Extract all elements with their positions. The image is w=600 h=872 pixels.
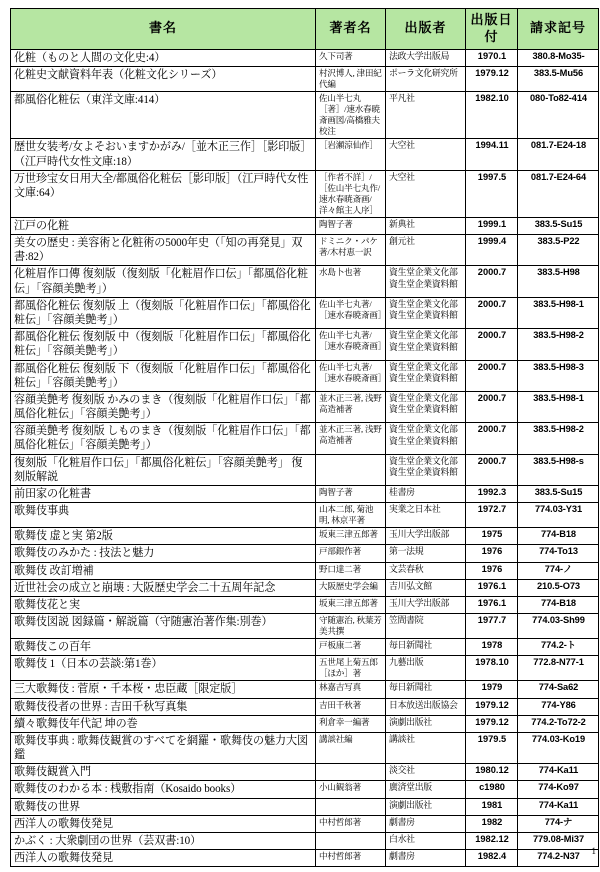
table-row — [11, 833, 599, 850]
author-cell: 吉田千秋著 — [316, 698, 386, 715]
publication-date-cell: 1992.3 — [466, 486, 518, 503]
publisher-cell: 新典社 — [386, 217, 466, 234]
publisher-cell: 講談社 — [386, 732, 466, 763]
publication-date-cell: 1979.12 — [466, 715, 518, 732]
book-title-cell: 歌舞伎 改訂増補 — [11, 562, 316, 579]
call-number-cell: 383.5-Su15 — [518, 486, 599, 503]
author-cell — [316, 798, 386, 815]
book-title-cell: 都風俗化粧伝 復刻版 中（復刻版「化粧眉作口伝」「都風俗化粧伝」「容顔美艶考」） — [11, 329, 316, 360]
publication-date-cell: 1976 — [466, 545, 518, 562]
publication-date-cell: 1979.12 — [466, 698, 518, 715]
publisher-cell: 資生堂企業文化部資生堂企業資料館 — [386, 423, 466, 454]
publisher-cell: 吉川弘文館 — [386, 579, 466, 596]
publication-date-cell: 2000.7 — [466, 454, 518, 485]
book-title-cell: 歴世女装考/女よそおいますかがみ/［並木正三作］［影印版］（江戸時代女性文庫:18） — [11, 139, 316, 170]
author-cell: 利倉幸一編著 — [316, 715, 386, 732]
publisher-cell: ポーラ文化研究所 — [386, 67, 466, 92]
page-number: 1 — [591, 846, 596, 856]
table-row — [11, 715, 599, 732]
publication-date-cell: 2000.7 — [466, 329, 518, 360]
book-title-cell: 近世社会の成立と崩壊 : 大阪歴史学会二十五周年記念 — [11, 579, 316, 596]
bibliography-table — [10, 8, 599, 867]
publication-date-cell: 1981 — [466, 798, 518, 815]
author-cell: 野口達二著 — [316, 562, 386, 579]
table-row — [11, 423, 599, 454]
book-title-cell: 容顔美艶考 復刻版 しものまき（復刻版「化粧眉作口伝」「都風俗化粧伝」「容顔美艶考」） — [11, 423, 316, 454]
column-header-date: 出版日付 — [466, 9, 518, 50]
author-cell: 山本二郎, 菊池明, 林京平著 — [316, 503, 386, 528]
publisher-cell: 日本放送出版協会 — [386, 698, 466, 715]
call-number-cell: 774-B18 — [518, 528, 599, 545]
book-title-cell: 化粧史文献資料年表（化粧文化シリーズ） — [11, 67, 316, 92]
call-number-cell: 774.2-N37 — [518, 850, 599, 867]
table-row — [11, 454, 599, 485]
author-cell: 大阪歴史学会編 — [316, 579, 386, 596]
call-number-cell: 774.03-Sh99 — [518, 614, 599, 639]
call-number-cell: 774-ナ — [518, 815, 599, 832]
publication-date-cell: 1982 — [466, 815, 518, 832]
publisher-cell: 資生堂企業文化部資生堂企業資料館 — [386, 297, 466, 328]
call-number-cell: 383.5-H98-2 — [518, 329, 599, 360]
publication-date-cell: 1976.1 — [466, 596, 518, 613]
author-cell: 小山観翁著 — [316, 781, 386, 798]
book-title-cell: 歌舞伎 1（日本の芸談:第1巻） — [11, 656, 316, 681]
book-title-cell: 化粧眉作口傳 復刻版（復刻版「化粧眉作口伝」「都風俗化粧伝」「容顔美艶考」） — [11, 266, 316, 297]
publication-date-cell: 2000.7 — [466, 297, 518, 328]
book-title-cell: 歌舞伎 虚と実 第2版 — [11, 528, 316, 545]
call-number-cell: 383.5-P22 — [518, 235, 599, 266]
publisher-cell: 法政大学出版局 — [386, 50, 466, 67]
publication-date-cell: 1982.12 — [466, 833, 518, 850]
table-row — [11, 50, 599, 67]
book-title-cell: 歌舞伎のみかた : 技法と魅力 — [11, 545, 316, 562]
publication-date-cell: 1972.7 — [466, 503, 518, 528]
author-cell: 佐山半七丸著/［速水春暁斎画］ — [316, 297, 386, 328]
publisher-cell: 第一法規 — [386, 545, 466, 562]
table-row — [11, 297, 599, 328]
publisher-cell: 資生堂企業文化部資生堂企業資料館 — [386, 360, 466, 391]
call-number-cell: 081.7-E24-64 — [518, 170, 599, 217]
author-cell: 水島卜也著 — [316, 266, 386, 297]
book-title-cell: 美女の歴史 : 美容術と化粧術の5000年史（「知の再発見」双書:82） — [11, 235, 316, 266]
book-title-cell: 都風俗化粧伝（東洋文庫:414） — [11, 92, 316, 139]
publication-date-cell: 1979.12 — [466, 67, 518, 92]
table-row — [11, 503, 599, 528]
table-row — [11, 391, 599, 422]
publication-date-cell: 1994.11 — [466, 139, 518, 170]
publisher-cell: 玉川大学出版部 — [386, 596, 466, 613]
column-header-title: 書名 — [11, 9, 316, 50]
book-title-cell: 前田家の化粧書 — [11, 486, 316, 503]
publisher-cell: 大空社 — [386, 139, 466, 170]
column-header-author: 著者名 — [316, 9, 386, 50]
author-cell — [316, 833, 386, 850]
publisher-cell: 資生堂企業文化部資生堂企業資料館 — [386, 266, 466, 297]
call-number-cell: 774-Sa62 — [518, 681, 599, 698]
call-number-cell: 774-Ko97 — [518, 781, 599, 798]
table-row — [11, 850, 599, 867]
author-cell: 五世尾上菊五郎［ほか］著 — [316, 656, 386, 681]
column-header-publisher: 出版者 — [386, 9, 466, 50]
table-header-row — [11, 9, 599, 50]
publication-date-cell: 2000.7 — [466, 266, 518, 297]
call-number-cell: 774-Y86 — [518, 698, 599, 715]
book-title-cell: 歌舞伎観賞入門 — [11, 764, 316, 781]
book-title-cell: 西洋人の歌舞伎発見 — [11, 850, 316, 867]
call-number-cell: 774.2-ト — [518, 639, 599, 656]
publisher-cell: 実業之日本社 — [386, 503, 466, 528]
author-cell: 村沢博人, 津田紀代編 — [316, 67, 386, 92]
author-cell: ［岩瀬涼仙作］ — [316, 139, 386, 170]
call-number-cell: 774-To13 — [518, 545, 599, 562]
book-title-cell: 歌舞伎この百年 — [11, 639, 316, 656]
book-title-cell: 三大歌舞伎 : 菅原・千本桜・忠臣蔵［限定版］ — [11, 681, 316, 698]
call-number-cell: 779.08-Mi37 — [518, 833, 599, 850]
author-cell: 中村哲郎著 — [316, 815, 386, 832]
table-row — [11, 656, 599, 681]
author-cell: 守随憲治, 秋葉芳美共撰 — [316, 614, 386, 639]
publication-date-cell: 1975 — [466, 528, 518, 545]
publication-date-cell: c1980 — [466, 781, 518, 798]
column-header-call: 請求記号 — [518, 9, 599, 50]
author-cell: 佐山半七丸著/［速水春暁斎画］ — [316, 360, 386, 391]
publication-date-cell: 1970.1 — [466, 50, 518, 67]
call-number-cell: 383.5-H98-1 — [518, 297, 599, 328]
publication-date-cell: 1980.12 — [466, 764, 518, 781]
publication-date-cell: 2000.7 — [466, 360, 518, 391]
book-title-cell: 歌舞伎事典 — [11, 503, 316, 528]
call-number-cell: 383.5-H98-3 — [518, 360, 599, 391]
table-row — [11, 815, 599, 832]
publication-date-cell: 1997.5 — [466, 170, 518, 217]
table-row — [11, 486, 599, 503]
publisher-cell: 平凡社 — [386, 92, 466, 139]
table-row — [11, 170, 599, 217]
book-title-cell: 江戸の化粧 — [11, 217, 316, 234]
table-row — [11, 92, 599, 139]
call-number-cell: 383.5-H98-2 — [518, 423, 599, 454]
author-cell: 佐山半七丸著/［速水春暁斎画］ — [316, 329, 386, 360]
call-number-cell: 774.03-Ko19 — [518, 732, 599, 763]
publication-date-cell: 1976.1 — [466, 579, 518, 596]
author-cell — [316, 764, 386, 781]
author-cell: 陶智子著 — [316, 217, 386, 234]
table-row — [11, 596, 599, 613]
table-row — [11, 67, 599, 92]
publisher-cell: 白水社 — [386, 833, 466, 850]
table-row — [11, 217, 599, 234]
author-cell: 中村哲郎著 — [316, 850, 386, 867]
publisher-cell: 廣済堂出版 — [386, 781, 466, 798]
table-body — [11, 50, 599, 867]
publisher-cell: 淡交社 — [386, 764, 466, 781]
book-title-cell: 歌舞伎花と実 — [11, 596, 316, 613]
book-title-cell: 歌舞伎事典 : 歌舞伎観賞のすべてを網羅・歌舞伎の魅力大図鑑 — [11, 732, 316, 763]
call-number-cell: 383.5-H98-s — [518, 454, 599, 485]
publication-date-cell: 2000.7 — [466, 423, 518, 454]
publication-date-cell: 1982.10 — [466, 92, 518, 139]
publisher-cell: 演劇出版社 — [386, 798, 466, 815]
publisher-cell: 桂書房 — [386, 486, 466, 503]
call-number-cell: 774-Ka11 — [518, 764, 599, 781]
table-row — [11, 579, 599, 596]
publisher-cell: 資生堂企業文化部資生堂企業資料館 — [386, 391, 466, 422]
author-cell: 坂東三津五郎著 — [316, 596, 386, 613]
call-number-cell: 774-B18 — [518, 596, 599, 613]
book-title-cell: 容顔美艶考 復刻版 かみのまき（復刻版「化粧眉作口伝」「都風俗化粧伝」「容顔美艶考」） — [11, 391, 316, 422]
book-title-cell: 歌舞伎図説 図録篇・解説篇（守随憲治著作集:別巻） — [11, 614, 316, 639]
call-number-cell: 081.7-E24-18 — [518, 139, 599, 170]
table-row — [11, 681, 599, 698]
table-row — [11, 329, 599, 360]
book-title-cell: 歌舞伎の世界 — [11, 798, 316, 815]
table-row — [11, 639, 599, 656]
table-row — [11, 528, 599, 545]
publisher-cell: 毎日新聞社 — [386, 639, 466, 656]
call-number-cell: 383.5-Mu56 — [518, 67, 599, 92]
author-cell: 陶智子著 — [316, 486, 386, 503]
publication-date-cell: 1977.7 — [466, 614, 518, 639]
publisher-cell: 大空社 — [386, 170, 466, 217]
publication-date-cell: 1999.1 — [466, 217, 518, 234]
publisher-cell: 演劇出版社 — [386, 715, 466, 732]
call-number-cell: 774.03-Y31 — [518, 503, 599, 528]
call-number-cell: 383.5-H98 — [518, 266, 599, 297]
author-cell: 講談社編 — [316, 732, 386, 763]
table-row — [11, 266, 599, 297]
author-cell: 戸板康二著 — [316, 639, 386, 656]
author-cell: ［作者不詳］/［佐山半七丸作/速水春暁斎画/洋々館主人序］ — [316, 170, 386, 217]
author-cell: 佐山半七丸［著］/速水春暁斎画図/高橋雅夫校注 — [316, 92, 386, 139]
book-title-cell: 西洋人の歌舞伎発見 — [11, 815, 316, 832]
book-title-cell: 歌舞伎のわかる本 : 桟敷指南（Kosaido books） — [11, 781, 316, 798]
call-number-cell: 380.8-Mo35- — [518, 50, 599, 67]
call-number-cell: 383.5-Su15 — [518, 217, 599, 234]
book-title-cell: 歌舞伎役者の世界 : 吉田千秋写真集 — [11, 698, 316, 715]
publisher-cell: 笠間書院 — [386, 614, 466, 639]
author-cell: 坂東三津五郎著 — [316, 528, 386, 545]
table-row — [11, 798, 599, 815]
table-row — [11, 545, 599, 562]
book-title-cell: 化粧（ものと人間の文化史:4） — [11, 50, 316, 67]
publication-date-cell: 1982.4 — [466, 850, 518, 867]
author-cell: 並木正三著, 浅野高造補著 — [316, 391, 386, 422]
book-title-cell: 續々歌舞伎年代記 坤の巻 — [11, 715, 316, 732]
author-cell: 久下司著 — [316, 50, 386, 67]
book-title-cell: 都風俗化粧伝 復刻版 下（復刻版「化粧眉作口伝」「都風俗化粧伝」「容顔美艶考」） — [11, 360, 316, 391]
call-number-cell: 383.5-H98-1 — [518, 391, 599, 422]
table-row — [11, 781, 599, 798]
table-row — [11, 698, 599, 715]
publication-date-cell: 1999.4 — [466, 235, 518, 266]
book-title-cell: かぶく : 大衆劇団の世界（芸双書:10） — [11, 833, 316, 850]
publisher-cell: 文芸春秋 — [386, 562, 466, 579]
call-number-cell: 080-To82-414 — [518, 92, 599, 139]
publisher-cell: 玉川大学出版部 — [386, 528, 466, 545]
publisher-cell: 資生堂企業文化部資生堂企業資料館 — [386, 329, 466, 360]
table-header — [11, 9, 599, 50]
author-cell: 戸部銀作著 — [316, 545, 386, 562]
publisher-cell: 資生堂企業文化部資生堂企業資料館 — [386, 454, 466, 485]
book-title-cell: 都風俗化粧伝 復刻版 上（復刻版「化粧眉作口伝」「都風俗化粧伝」「容顔美艶考」） — [11, 297, 316, 328]
author-cell: 並木正三著, 浅野高造補著 — [316, 423, 386, 454]
book-title-cell: 万世珍宝女日用大全/都風俗化粧伝［影印版］（江戸時代女性文庫:64） — [11, 170, 316, 217]
table-row — [11, 235, 599, 266]
call-number-cell: 774-Ka11 — [518, 798, 599, 815]
author-cell: 林嘉吉写真 — [316, 681, 386, 698]
publisher-cell: 劇書房 — [386, 850, 466, 867]
publisher-cell: 劇書房 — [386, 815, 466, 832]
publication-date-cell: 1979 — [466, 681, 518, 698]
call-number-cell: 210.5-O73 — [518, 579, 599, 596]
publication-date-cell: 1978.10 — [466, 656, 518, 681]
table-row — [11, 732, 599, 763]
author-cell: ドミニク・パケ著/木村恵一訳 — [316, 235, 386, 266]
table-row — [11, 614, 599, 639]
table-row — [11, 360, 599, 391]
publication-date-cell: 1976 — [466, 562, 518, 579]
author-cell — [316, 454, 386, 485]
publication-date-cell: 1979.5 — [466, 732, 518, 763]
publisher-cell: 九藝出版 — [386, 656, 466, 681]
publication-date-cell: 1978 — [466, 639, 518, 656]
table-row — [11, 139, 599, 170]
publisher-cell: 創元社 — [386, 235, 466, 266]
call-number-cell: 774-ノ — [518, 562, 599, 579]
publisher-cell: 毎日新聞社 — [386, 681, 466, 698]
table-row — [11, 562, 599, 579]
call-number-cell: 774.2-To72-2 — [518, 715, 599, 732]
table-row — [11, 764, 599, 781]
publication-date-cell: 2000.7 — [466, 391, 518, 422]
call-number-cell: 772.8-N77-1 — [518, 656, 599, 681]
book-title-cell: 復刻版「化粧眉作口伝」「都風俗化粧伝」「容顔美艶考」 復刻版解説 — [11, 454, 316, 485]
